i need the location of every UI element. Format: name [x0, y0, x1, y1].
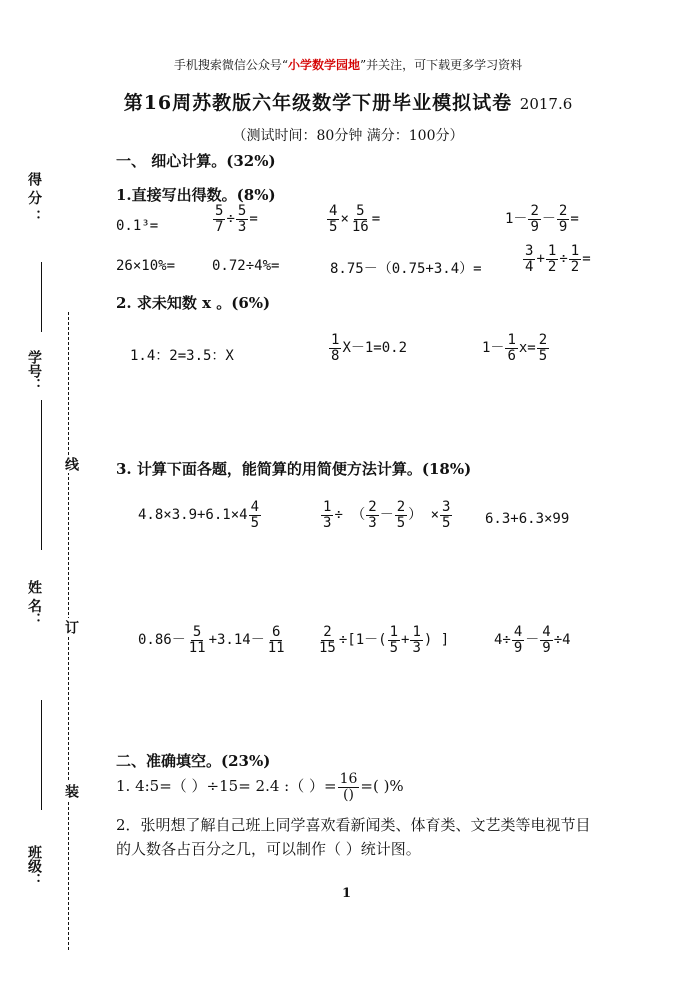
title-main: 第16周苏教版六年级数学下册毕业模拟试卷: [123, 92, 513, 114]
s2-q1: 1. 4:5=（ ）÷15= 2.4 :（ ）= $\frac{16}{()}$ =( )%: [116, 771, 404, 803]
header-highlight: 小学数学园地: [287, 58, 360, 72]
margin-class-label: 班级：: [26, 845, 42, 887]
binding-xian: 线: [63, 457, 79, 471]
header-pre: 手机搜索微信公众号“: [173, 58, 288, 72]
margin-student-id-line: [41, 400, 42, 550]
q3-c: 6.3+6.3×99: [485, 511, 570, 527]
margin-score-label: 得 分 ：: [26, 172, 42, 224]
section1-heading: 一、 细心计算。(32%): [116, 152, 276, 170]
q3-b: $\frac{1}{3}$ ÷ （ $\frac{2}{3}$ － $\frac{2}{5}$ ） × $\frac{3}{5}$: [323, 499, 451, 531]
q2-a: 1.4：2=3.5：X: [130, 348, 234, 364]
q1-h: $\frac{3}{4}$ + $\frac{1}{2}$ ÷ $\frac{1}{2}$ =: [525, 243, 591, 275]
q1-e: 26×10%=: [116, 258, 176, 274]
binding-ding: 订: [63, 620, 79, 634]
page-title: [0, 88, 696, 115]
title-date: 2017.6: [519, 95, 573, 113]
q3-e: $\frac{2}{15}$ ÷[1－( $\frac{1}{5}$ + $\frac{1}{3}$ ) ]: [319, 624, 450, 656]
margin-name-line: [41, 700, 42, 810]
q1-c: $\frac{4}{5}$ × $\frac{5}{16}$ =: [329, 203, 381, 235]
s2-q2-line1: 2．张明想了解自己班上同学喜欢看新闻类、体育类、文艺类等电视节目: [116, 816, 591, 834]
q2-b: $\frac{1}{8}$ X－1=0.2: [331, 332, 408, 364]
binding-zhuang: 装: [63, 784, 79, 798]
margin-name-label: 姓 名：: [26, 580, 42, 627]
margin-student-id-label: 学号：: [26, 350, 42, 392]
section2-heading: 二、准确填空。(23%): [116, 752, 271, 770]
q3-f: 4÷ $\frac{4}{9}$ － $\frac{4}{9}$ ÷4: [494, 624, 571, 656]
q1-a: 0.1³=: [116, 218, 159, 234]
q1-f: 0.72÷4%=: [212, 258, 280, 274]
q3-d: 0.86－ $\frac{5}{11}$ +3.14－ $\frac{6}{11}$: [138, 624, 285, 656]
s2-q2-line2: 的人数各占百分之几，可以制作（ ）统计图。: [116, 840, 421, 858]
q1-b: $\frac{5}{7}$ ÷ $\frac{5}{3}$ =: [215, 203, 258, 235]
margin-score-line: [41, 262, 42, 332]
q1-g: 8.75－（0.75+3.4）=: [330, 261, 482, 277]
q2-label: 2. 求未知数 x 。(6%): [116, 294, 271, 312]
q1-d: 1－ $\frac{2}{9}$ － $\frac{2}{9}$ =: [505, 203, 579, 235]
q3-a: 4.8×3.9+6.1×4 $\frac{4}{5}$: [138, 499, 260, 531]
q3-label: 3. 计算下面各题，能简算的用简便方法计算。(18%): [116, 460, 472, 478]
header-notice: [0, 56, 696, 73]
page-subtitle: （测试时间：80分钟 满分：100分）: [232, 128, 464, 144]
q1-label: 1.直接写出得数。(8%): [116, 186, 276, 204]
q2-c: 1－ $\frac{1}{6}$ x= $\frac{2}{5}$: [482, 332, 548, 364]
header-post: ”并关注，可下载更多学习资料: [360, 58, 523, 72]
page-number: 1: [342, 886, 352, 901]
